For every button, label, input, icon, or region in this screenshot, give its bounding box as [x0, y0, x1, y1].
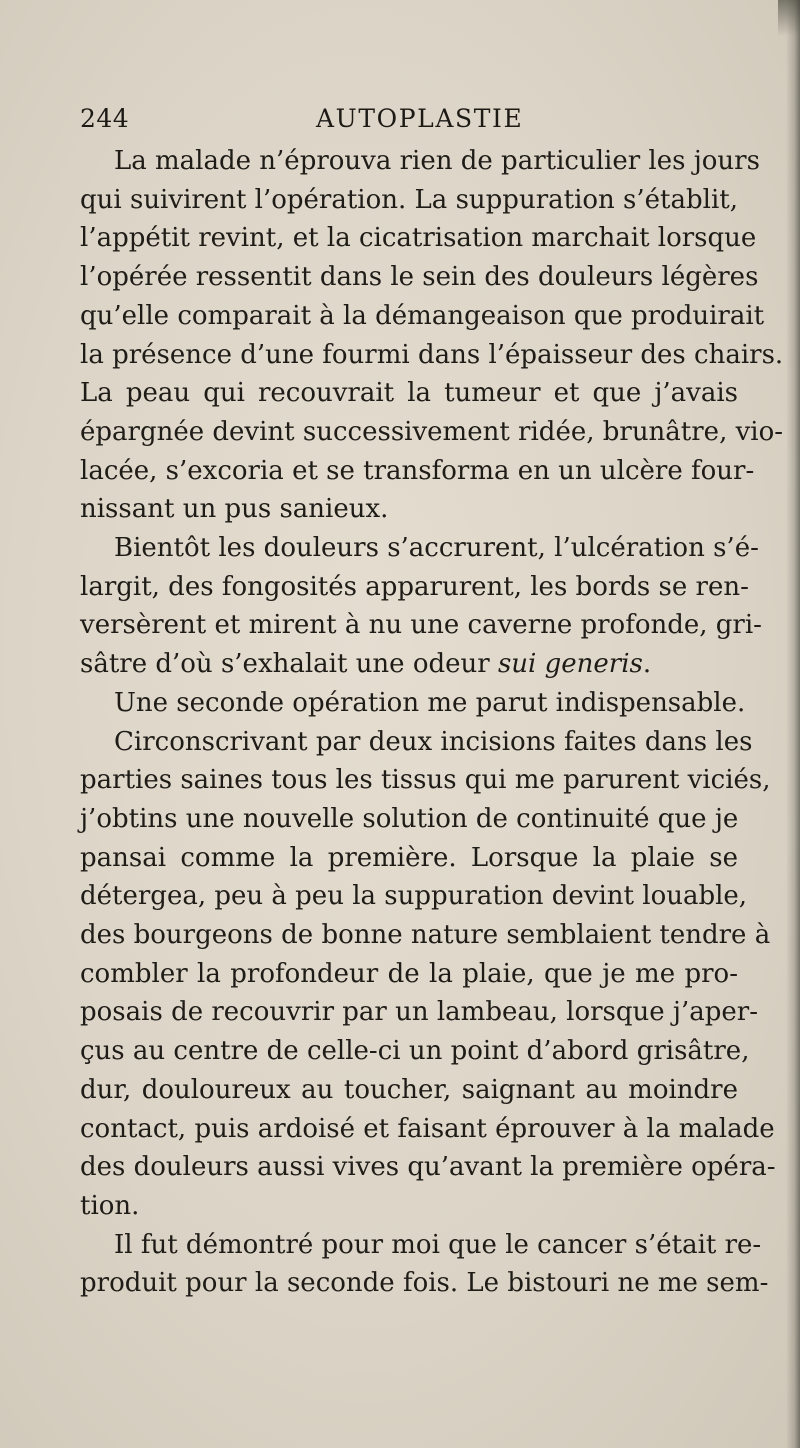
paragraph-4 — [80, 723, 776, 1226]
text-line: Une seconde opération me parut indispensable. — [114, 687, 746, 718]
text-line: çus au centre de celle-ci un point d’abord grisâtre, — [80, 1036, 750, 1067]
text-line: j’obtins une nouvelle solution de continuité que je — [80, 803, 739, 834]
text-line: l’opérée ressentit dans le sein des douleurs légères — [80, 262, 759, 293]
text-line-prefix: sâtre d’où s’exhalait une odeur — [80, 649, 498, 680]
text-line: La malade n’éprouva rien de particulier les jours — [114, 146, 760, 176]
text-line-suffix: . — [642, 649, 652, 680]
text-line: largit, des fongosités apparurent, les bords se ren- — [80, 571, 749, 602]
latin-phrase: sui generis — [497, 649, 643, 680]
text-line: détergea, peu à peu la suppuration devint louable, — [80, 881, 748, 912]
paragraph-2 — [80, 529, 762, 684]
page-header — [80, 104, 740, 140]
paragraph-3 — [80, 684, 746, 723]
text-line: posais de recouvrir par un lambeau, lorsque j’aper- — [80, 997, 758, 1028]
text-line: parties saines tous les tissus qui me parurent viciés, — [80, 765, 771, 796]
text-line: combler la profondeur de la plaie, que je me pro- — [80, 958, 738, 989]
text-line: qu’elle comparait à la démangeaison que produirait — [80, 300, 765, 331]
paragraph-5 — [80, 1226, 769, 1303]
running-head: AUTOPLASTIE — [316, 104, 524, 133]
text-line: tion. — [80, 1190, 140, 1221]
page-corner-shadow — [778, 0, 800, 36]
text-line: produit pour la seconde fois. Le bistouri ne me sem- — [80, 1268, 769, 1299]
text-line: qui suivirent l’opération. La suppuration s’établit, — [80, 184, 738, 215]
text-line: contact, puis ardoisé et faisant éprouver à la malade — [80, 1113, 775, 1144]
text-line: Il fut démontré pour moi que le cancer s’était re- — [114, 1229, 762, 1260]
body-text — [80, 142, 784, 1303]
text-line: des bourgeons de bonne nature semblaient tendre à — [80, 920, 771, 951]
text-line: épargnée devint successivement ridée, brunâtre, vio- — [80, 416, 784, 447]
text-line: dur, douloureux au toucher, saignant au moindre — [80, 1074, 738, 1105]
text-line: Bientôt les douleurs s’accrurent, l’ulcération s’é- — [114, 533, 759, 564]
page-edge-shadow — [786, 0, 800, 1448]
page-number: 244 — [80, 104, 130, 133]
text-line: pansai comme la première. Lorsque la plaie se — [80, 842, 738, 873]
text-line: nissant un pus sanieux. — [80, 494, 389, 525]
paragraph-1 — [80, 142, 784, 529]
text-line: Circonscrivant par deux incisions faites dans les — [114, 726, 753, 757]
text-line: lacée, s’excoria et se transforma en un ulcère four- — [80, 455, 755, 486]
text-line: La peau qui recouvrait la tumeur et que j’avais — [80, 378, 738, 409]
text-line — [80, 645, 738, 684]
text-line: versèrent et mirent à nu une caverne profonde, gri- — [80, 610, 762, 641]
text-line: la présence d’une fourmi dans l’épaisseur des chairs. — [80, 339, 784, 370]
text-line: l’appétit revint, et la cicatrisation marchait lorsque — [80, 223, 757, 254]
text-line: des douleurs aussi vives qu’avant la première opéra- — [80, 1152, 776, 1183]
